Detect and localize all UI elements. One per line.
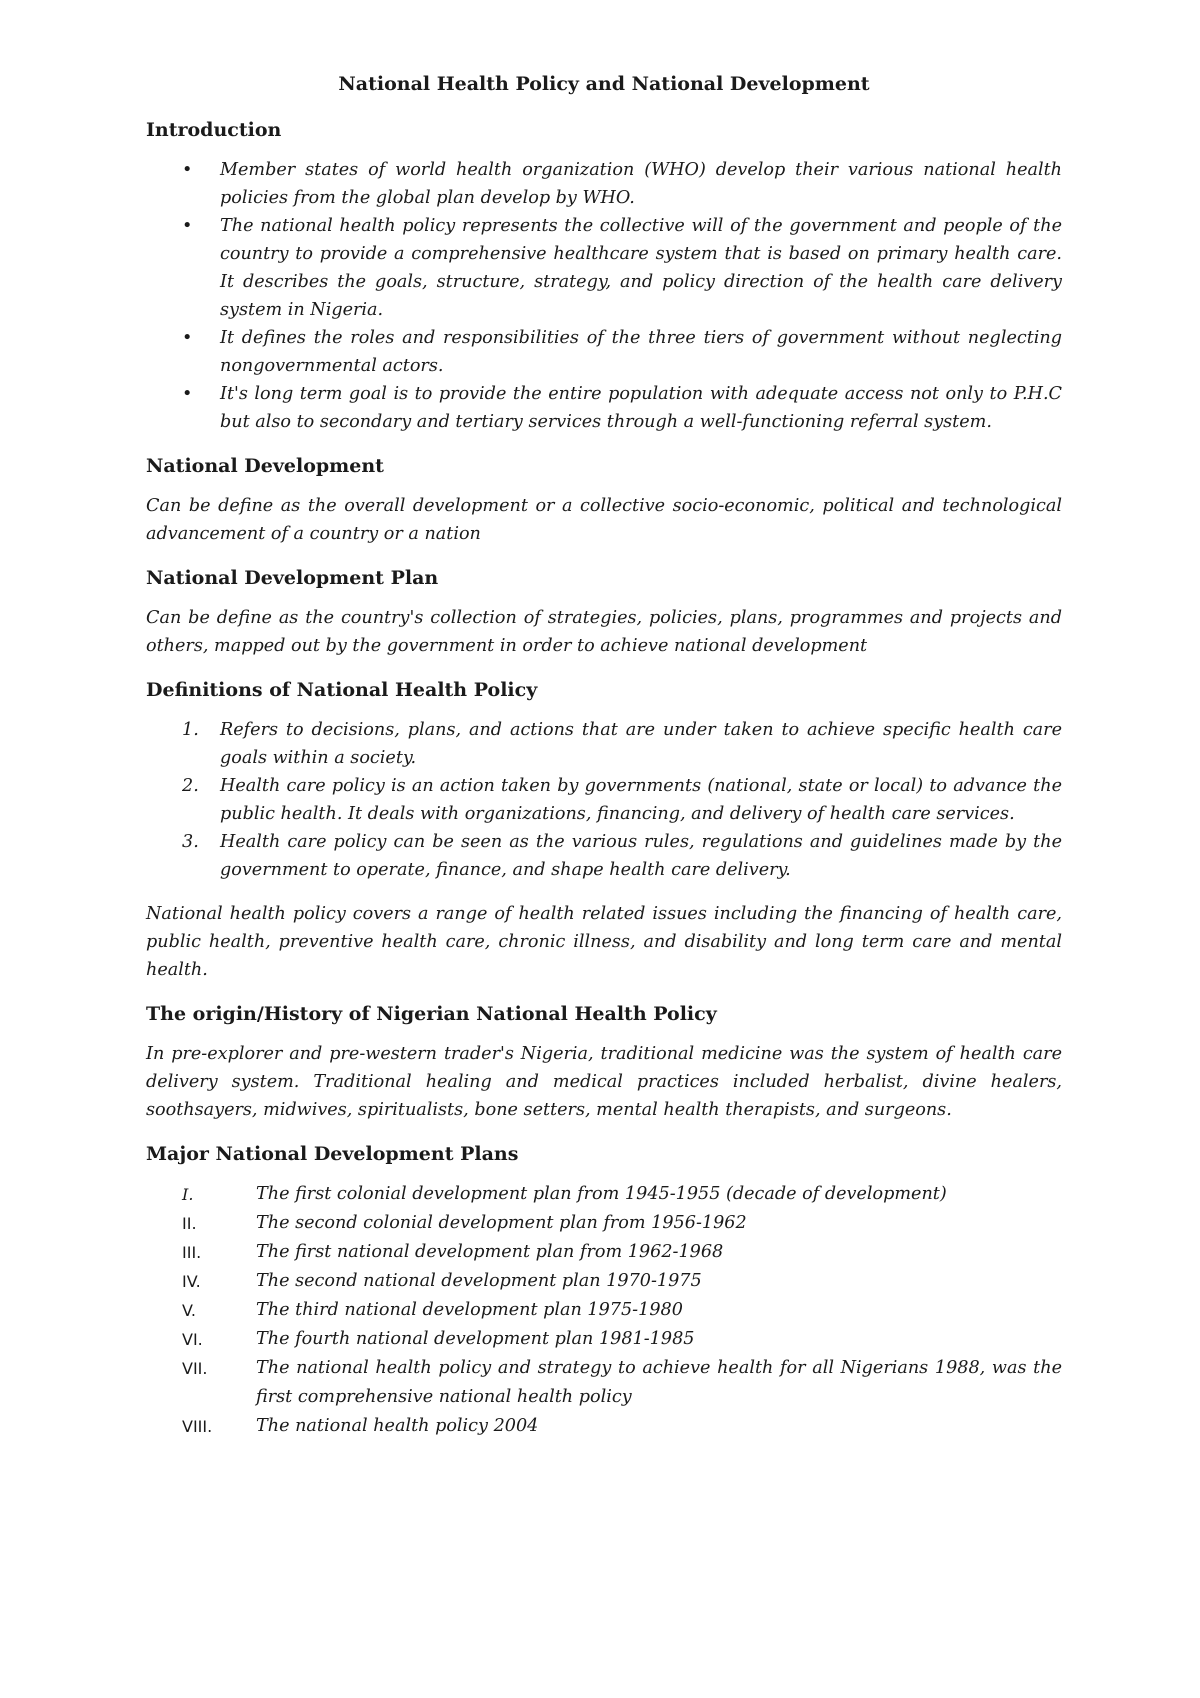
list-number: I. bbox=[182, 1185, 194, 1204]
list-text: The first national development plan from 1962-1968 bbox=[256, 1242, 724, 1262]
list-item bbox=[146, 1267, 1062, 1296]
list-number: VI. bbox=[182, 1330, 203, 1349]
list-text: Refers to decisions, plans, and actions that are under taken to achieve specific health care goals within a society. bbox=[220, 720, 1062, 768]
list-number: III. bbox=[182, 1243, 202, 1262]
plans-heading: Major National Development Plans bbox=[146, 1143, 519, 1165]
definitions-heading: Definitions of National Health Policy bbox=[146, 679, 538, 701]
bullet-icon: • bbox=[182, 384, 193, 404]
list-item bbox=[146, 1180, 1062, 1209]
list-item bbox=[146, 156, 1062, 212]
list-text: The second colonial development plan from 1956-1962 bbox=[256, 1213, 747, 1233]
list-text: Health care policy can be seen as the various rules, regulations and guidelines made by the government to operate, finance, and shape health care delivery. bbox=[220, 832, 1062, 880]
list-item bbox=[146, 1238, 1062, 1267]
list-text: The third national development plan 1975-1980 bbox=[256, 1300, 683, 1320]
bullet-text: It defines the roles and responsibilities of the three tiers of government without neglecting nongovernmental actors. bbox=[220, 328, 1062, 376]
list-item bbox=[146, 212, 1062, 324]
bullet-icon: • bbox=[182, 160, 193, 180]
definitions-summary: National health policy covers a range of health related issues including the financing of health care, public health, preventive health care, chronic illness, and disability and long term care and mental health. bbox=[146, 904, 1062, 980]
national-development-plan-heading: National Development Plan bbox=[146, 567, 439, 589]
document-title: National Health Policy and National Development bbox=[338, 73, 870, 95]
introduction-bullet-list bbox=[146, 156, 1062, 436]
list-item bbox=[146, 1354, 1062, 1412]
list-item bbox=[146, 324, 1062, 380]
origin-heading: The origin/History of Nigerian National Health Policy bbox=[146, 1003, 717, 1025]
bullet-text: The national health policy represents the collective will of the government and people of the country to provide a comprehensive healthcare system that is based on primary health care. It describes the goals, structure, strategy, and policy direction of the health care delivery system in Nigeria. bbox=[220, 216, 1062, 320]
definitions-list bbox=[146, 716, 1062, 884]
national-development-text: Can be define as the overall development or a collective socio-economic, political and technological advancement of a country or a nation bbox=[146, 496, 1062, 544]
origin-text: In pre-explorer and pre-western trader's Nigeria, traditional medicine was the system of health care delivery system. Traditional healing and medical practices included herbalist, divine healers, soothsayers, midwives, spiritualists, bone setters, mental health therapists, and surgeons. bbox=[146, 1044, 1062, 1120]
bullet-icon: • bbox=[182, 216, 193, 236]
list-text: The first colonial development plan from 1945-1955 (decade of development) bbox=[256, 1184, 947, 1204]
list-item bbox=[146, 380, 1062, 436]
list-text: The national health policy and strategy to achieve health for all Nigerians 1988, was the first comprehensive national health policy bbox=[256, 1358, 1062, 1407]
list-number: 2. bbox=[182, 776, 199, 796]
list-text: The second national development plan 1970-1975 bbox=[256, 1271, 702, 1291]
list-item bbox=[146, 1209, 1062, 1238]
list-item bbox=[146, 716, 1062, 772]
list-number: IV. bbox=[182, 1272, 201, 1291]
introduction-heading: Introduction bbox=[146, 119, 282, 141]
national-development-heading: National Development bbox=[146, 455, 384, 477]
bullet-text: Member states of world health organization (WHO) develop their various national health policies from the global plan develop by WHO. bbox=[220, 160, 1062, 208]
list-number: VIII. bbox=[182, 1417, 213, 1436]
list-number: V. bbox=[182, 1301, 196, 1320]
list-item bbox=[146, 828, 1062, 884]
list-item bbox=[146, 1325, 1062, 1354]
list-item bbox=[146, 772, 1062, 828]
list-number: 1. bbox=[182, 720, 199, 740]
list-text: The national health policy 2004 bbox=[256, 1416, 539, 1436]
list-item bbox=[146, 1412, 1062, 1441]
list-number: VII. bbox=[182, 1359, 208, 1378]
national-development-plan-text: Can be define as the country's collection of strategies, policies, plans, programmes and projects and others, mapped out by the government in order to achieve national development bbox=[146, 608, 1062, 656]
list-text: The fourth national development plan 1981-1985 bbox=[256, 1329, 695, 1349]
list-number: II. bbox=[182, 1214, 197, 1233]
plans-list bbox=[146, 1180, 1062, 1441]
list-number: 3. bbox=[182, 832, 199, 852]
list-text: Health care policy is an action taken by governments (national, state or local) to advance the public health. It deals with organizations, financing, and delivery of health care services. bbox=[220, 776, 1062, 824]
list-item bbox=[146, 1296, 1062, 1325]
bullet-text: It's long term goal is to provide the entire population with adequate access not only to P.H.C but also to secondary and tertiary services through a well-functioning referral system. bbox=[220, 384, 1062, 432]
bullet-icon: • bbox=[182, 328, 193, 348]
